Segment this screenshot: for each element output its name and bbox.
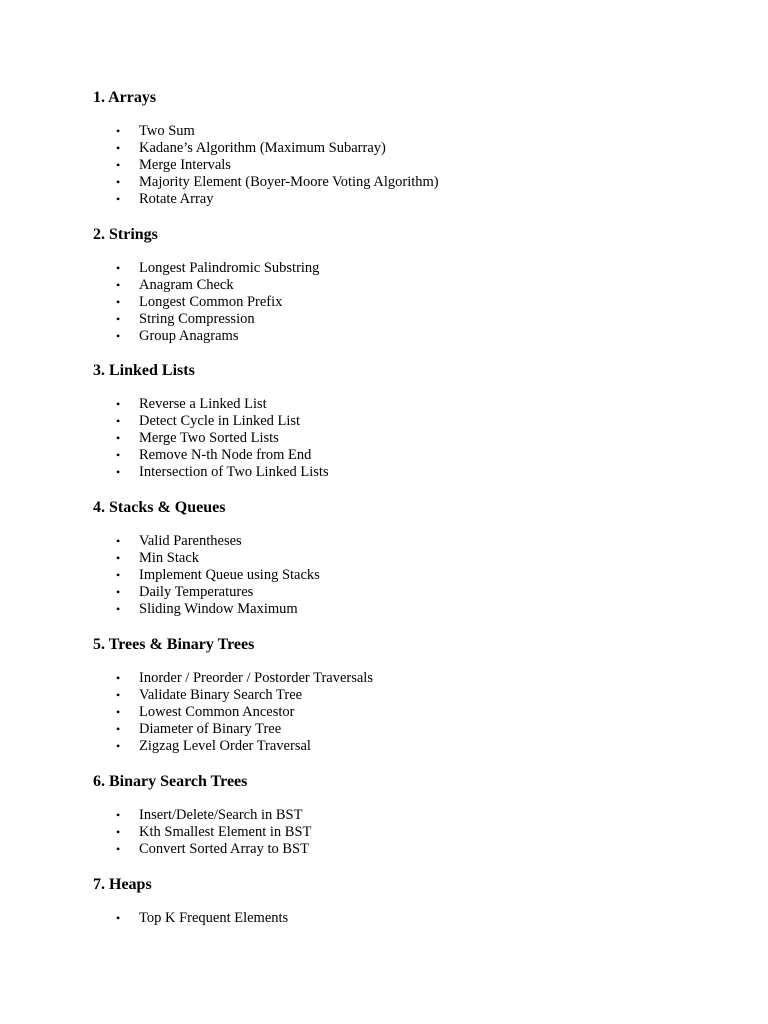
item-text: Longest Common Prefix	[139, 293, 283, 310]
list-item	[93, 910, 288, 927]
item-text: Inorder / Preorder / Postorder Traversals	[139, 670, 373, 686]
item-list	[93, 396, 329, 480]
list-item	[93, 464, 329, 481]
list-item	[93, 841, 311, 858]
list-item	[93, 721, 373, 738]
bullet-icon: •	[116, 328, 121, 343]
list-item	[93, 738, 373, 755]
item-text: Group Anagrams	[139, 327, 239, 344]
item-list	[93, 910, 288, 927]
list-item	[93, 687, 373, 704]
item-text: Sliding Window Maximum	[139, 600, 298, 617]
section-linked-lists	[93, 362, 713, 480]
item-list	[93, 260, 319, 344]
section-strings	[93, 226, 713, 344]
section-stacks-queues	[93, 499, 713, 617]
item-text: Intersection of Two Linked Lists	[139, 463, 329, 480]
bullet-icon: •	[116, 738, 121, 753]
list-item	[93, 447, 329, 464]
item-text: Merge Two Sorted Lists	[139, 429, 279, 446]
list-item	[93, 413, 329, 430]
section-heading: 3. Linked Lists	[93, 362, 195, 379]
list-item	[93, 567, 320, 584]
bullet-icon: •	[116, 294, 121, 309]
bullet-icon: •	[116, 534, 121, 548]
item-list	[93, 123, 439, 207]
list-item	[93, 704, 373, 721]
bullet-icon: •	[116, 430, 121, 445]
item-text: Insert/Delete/Search in BST	[139, 807, 303, 823]
bullet-icon: •	[116, 140, 121, 155]
section-heading: 6. Binary Search Trees	[93, 773, 248, 790]
list-item	[93, 430, 329, 447]
item-text: Kth Smallest Element in BST	[139, 823, 312, 840]
item-text: Merge Intervals	[139, 156, 231, 173]
list-item	[93, 191, 439, 208]
bullet-icon: •	[116, 174, 121, 189]
list-item	[93, 824, 311, 841]
item-list	[93, 533, 320, 617]
bullet-icon: •	[116, 824, 121, 839]
list-item	[93, 260, 319, 277]
list-item	[93, 396, 329, 413]
bullet-icon: •	[116, 397, 121, 411]
bullet-icon: •	[116, 671, 121, 685]
item-text: Lowest Common Ancestor	[139, 703, 295, 720]
item-text: Daily Temperatures	[139, 583, 254, 600]
bullet-icon: •	[116, 157, 121, 172]
bullet-icon: •	[116, 261, 121, 275]
section-heading: 1. Arrays	[93, 89, 157, 106]
bullet-icon: •	[116, 124, 121, 138]
bullet-icon: •	[116, 413, 121, 428]
bullet-icon: •	[116, 550, 121, 565]
list-item	[93, 123, 439, 140]
list-item	[93, 807, 311, 824]
list-item	[93, 157, 439, 174]
bullet-icon: •	[116, 567, 121, 582]
item-text: Majority Element (Boyer-Moore Voting Algorithm)	[139, 173, 439, 190]
bullet-icon: •	[116, 808, 121, 822]
list-item	[93, 140, 439, 157]
section-heaps	[93, 876, 713, 926]
item-text: Two Sum	[139, 123, 195, 139]
bullet-icon: •	[116, 277, 121, 292]
list-item	[93, 328, 319, 345]
bullet-icon: •	[116, 447, 121, 462]
item-text: Validate Binary Search Tree	[139, 686, 303, 703]
item-text: Min Stack	[139, 549, 200, 566]
item-list	[93, 807, 311, 858]
section-heading: 2. Strings	[93, 226, 158, 243]
bullet-icon: •	[116, 721, 121, 736]
section-heading: 5. Trees & Binary Trees	[93, 636, 255, 653]
item-text: Anagram Check	[139, 276, 234, 293]
section-heading: 4. Stacks & Queues	[93, 499, 226, 516]
item-text: Zigzag Level Order Traversal	[139, 737, 311, 754]
item-text: Diameter of Binary Tree	[139, 720, 282, 737]
item-text: Remove N-th Node from End	[139, 446, 312, 463]
list-item	[93, 550, 320, 567]
item-text: Longest Palindromic Substring	[139, 260, 320, 276]
section-heading: 7. Heaps	[93, 876, 152, 893]
bullet-icon: •	[116, 841, 121, 856]
list-item	[93, 294, 319, 311]
bullet-icon: •	[116, 601, 121, 616]
bullet-icon: •	[116, 464, 121, 479]
section-binary-search-trees	[93, 773, 713, 857]
list-item	[93, 174, 439, 191]
item-text: Top K Frequent Elements	[139, 910, 289, 926]
item-text: Implement Queue using Stacks	[139, 566, 320, 583]
list-item	[93, 584, 320, 601]
bullet-icon: •	[116, 311, 121, 326]
list-item	[93, 277, 319, 294]
item-text: Rotate Array	[139, 190, 214, 207]
list-item	[93, 670, 373, 687]
bullet-icon: •	[116, 911, 121, 925]
section-trees-binary-trees	[93, 636, 713, 754]
list-item	[93, 533, 320, 550]
item-text: Detect Cycle in Linked List	[139, 412, 301, 429]
item-text: Kadane’s Algorithm (Maximum Subarray)	[139, 139, 386, 156]
item-text: Reverse a Linked List	[139, 396, 267, 412]
item-text: Convert Sorted Array to BST	[139, 840, 309, 857]
list-item	[93, 311, 319, 328]
list-item	[93, 601, 320, 618]
bullet-icon: •	[116, 191, 121, 206]
item-text: String Compression	[139, 310, 255, 327]
section-arrays	[93, 89, 713, 207]
bullet-icon: •	[116, 687, 121, 702]
bullet-icon: •	[116, 584, 121, 599]
item-list	[93, 670, 373, 754]
item-text: Valid Parentheses	[139, 533, 242, 549]
bullet-icon: •	[116, 704, 121, 719]
